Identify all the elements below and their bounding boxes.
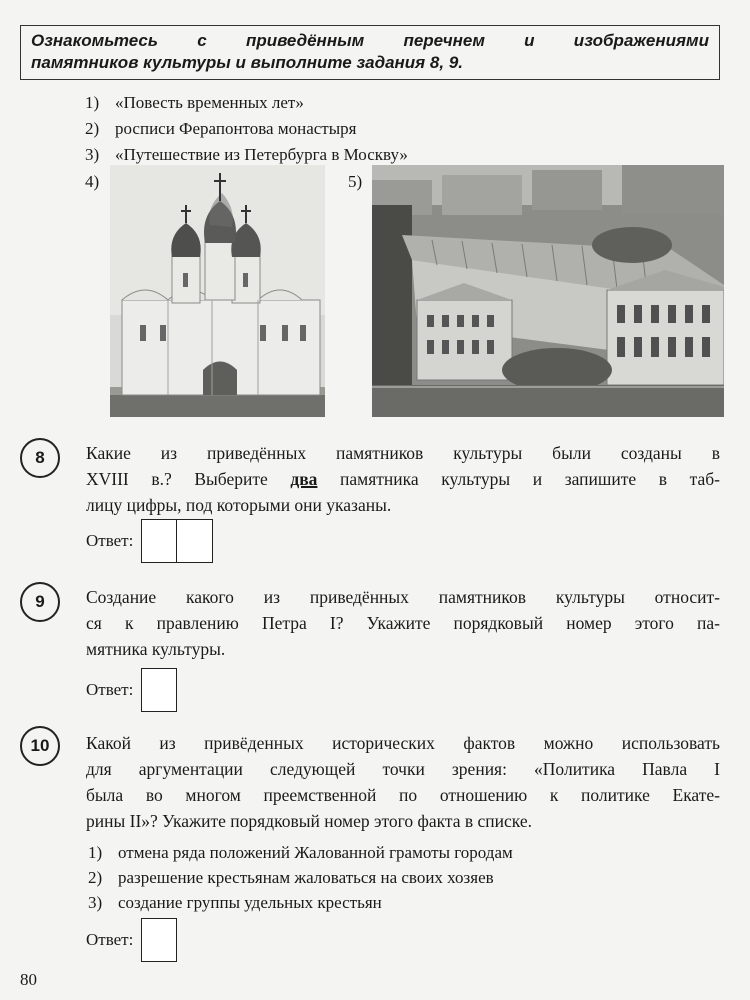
- page-number: 80: [20, 970, 37, 989]
- task-number-badge: 10: [20, 726, 60, 766]
- answer-cell[interactable]: [141, 918, 177, 962]
- task-9-answer: [86, 668, 177, 712]
- task-10: [20, 726, 730, 836]
- instructions-line-1: Ознакомьтесь с приведённым перечнем и изображениями: [31, 31, 709, 50]
- image-4-label: 4): [85, 172, 100, 191]
- answer-label: Ответ:: [86, 531, 134, 550]
- instructions-line-2: памятников культуры и выполните задания 8, 9.: [31, 53, 463, 72]
- list-item: 3) создание группы удельных крестьян: [88, 893, 382, 912]
- list-item: 2) росписи Ферапонтова монастыря: [85, 119, 357, 138]
- facts-list: [88, 840, 513, 915]
- task-8-text: Какие из приведённых памятников культуры были созданы в XVIII в.? Выберите два памятника культуры и запишите в таб- лицу цифры, под которыми они указаны.: [86, 443, 720, 515]
- cathedral-photo: [110, 165, 325, 417]
- answer-cell-1[interactable]: [141, 519, 177, 563]
- answer-label: Ответ:: [86, 680, 134, 699]
- image-5-label: 5): [348, 172, 363, 191]
- list-item: 1) «Повесть временных лет»: [85, 93, 304, 112]
- list-item: 2) разрешение крестьянам жаловаться на своих хозяев: [88, 868, 494, 887]
- task-10-text: Какой из привёденных исторических фактов можно использовать для аргументации следующей точки зрения: «Политика Павла I была во многом преемственной по отношению к политике Екате- рины II»? Укажите порядковый номер этого факта в списке.: [86, 733, 720, 831]
- task-number-badge: 9: [20, 582, 60, 622]
- task-10-answer: [86, 918, 177, 962]
- answer-cell[interactable]: [141, 668, 177, 712]
- monuments-list: [85, 90, 408, 168]
- task-8-answer: [86, 519, 213, 563]
- list-item: 1) отмена ряда положений Жалованной грамоты городам: [88, 843, 513, 862]
- task-9-text: Создание какого из приведённых памятников культуры относит- ся к правлению Петра I? Укажите порядковый номер этого па- мятника культуры.: [86, 587, 720, 659]
- task-number-badge: 8: [20, 438, 60, 478]
- twelve-collegia-photo: [372, 165, 724, 417]
- list-item: 3) «Путешествие из Петербурга в Москву»: [85, 145, 408, 164]
- answer-label: Ответ:: [86, 930, 134, 949]
- task-9: [20, 582, 730, 672]
- instructions-box: [20, 25, 720, 80]
- answer-cell-2[interactable]: [177, 519, 213, 563]
- emphasis-two: два: [290, 469, 318, 489]
